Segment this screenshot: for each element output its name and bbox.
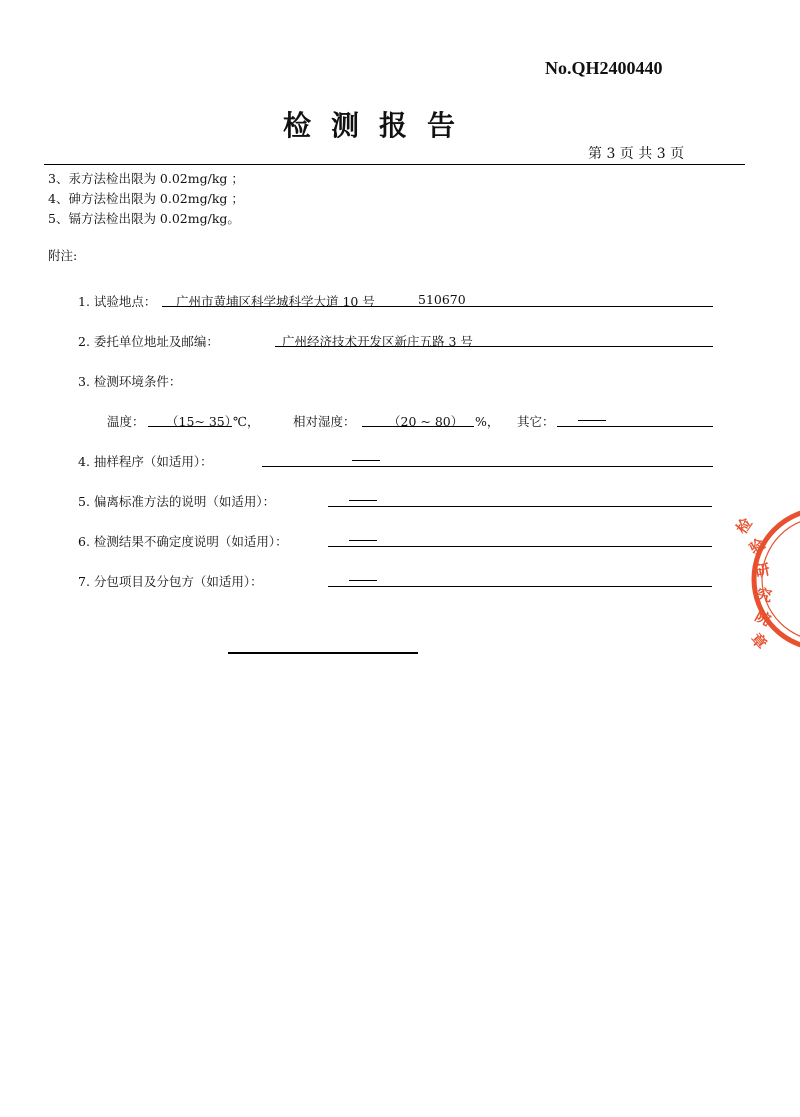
uncertainty-underline [328, 546, 712, 547]
end-of-report-line [228, 652, 418, 654]
subcontract-dash [349, 580, 377, 581]
temperature-unit: ℃， [233, 414, 260, 429]
report-number: No.QH2400440 [545, 58, 663, 78]
humidity-value: （20 ~ 80） [388, 414, 464, 429]
svg-text:检: 检 [732, 514, 756, 538]
humidity-unit: %， [475, 414, 500, 429]
humidity-label: 相对湿度： [293, 414, 356, 429]
test-site-address: 广州市黄埔区科学城科学大道 10 号 [176, 294, 375, 309]
svg-text:院: 院 [752, 606, 774, 630]
other-conditions-underline [557, 426, 713, 427]
sampling-underline [262, 466, 713, 467]
humidity-underline [362, 426, 474, 427]
temperature-value: （15~ 35） [166, 414, 238, 429]
test-site-label: 1. 试验地点： [78, 294, 157, 309]
deviation-label: 5. 偏离标准方法的说明（如适用）： [78, 494, 276, 509]
svg-text:研: 研 [753, 560, 772, 581]
other-conditions-dash [578, 420, 606, 421]
deviation-dash [349, 500, 377, 501]
notes-label: 附注: [48, 248, 78, 263]
client-address-value: 广州经济技术开发区新庄五路 3 号 [282, 334, 473, 349]
official-seal [732, 505, 800, 653]
client-address-underline [275, 346, 713, 347]
uncertainty-dash [349, 540, 377, 541]
arsenic-detection-limit: 4、砷方法检出限为 0.02mg/kg ； [48, 191, 244, 206]
uncertainty-label: 6. 检测结果不确定度说明（如适用）： [78, 534, 288, 549]
environment-label: 3. 检测环境条件： [78, 374, 182, 389]
svg-text:验: 验 [745, 534, 769, 559]
test-site-postcode: 510670 [418, 292, 466, 307]
header-divider [44, 164, 745, 165]
sampling-dash [352, 460, 380, 461]
subcontract-underline [328, 586, 712, 587]
sampling-label: 4. 抽样程序（如适用）： [78, 454, 213, 469]
seal-stamp-icon [732, 505, 800, 653]
deviation-underline [328, 506, 712, 507]
subcontract-label: 7. 分包项目及分包方（如适用）： [78, 574, 263, 589]
svg-text:章: 章 [747, 629, 771, 653]
temperature-underline [148, 426, 232, 427]
mercury-detection-limit: 3、汞方法检出限为 0.02mg/kg ； [48, 171, 244, 186]
other-conditions-label: 其它： [517, 414, 555, 429]
temperature-label: 温度： [107, 414, 145, 429]
test-site-underline [162, 306, 713, 307]
cadmium-detection-limit: 5、镉方法检出限为 0.02mg/kg。 [48, 211, 240, 226]
client-address-label: 2. 委托单位地址及邮编： [78, 334, 219, 349]
report-title: 检测报告 [283, 109, 476, 142]
page-indicator: 第 3 页 共 3 页 [588, 146, 685, 162]
svg-text:究: 究 [755, 585, 774, 606]
